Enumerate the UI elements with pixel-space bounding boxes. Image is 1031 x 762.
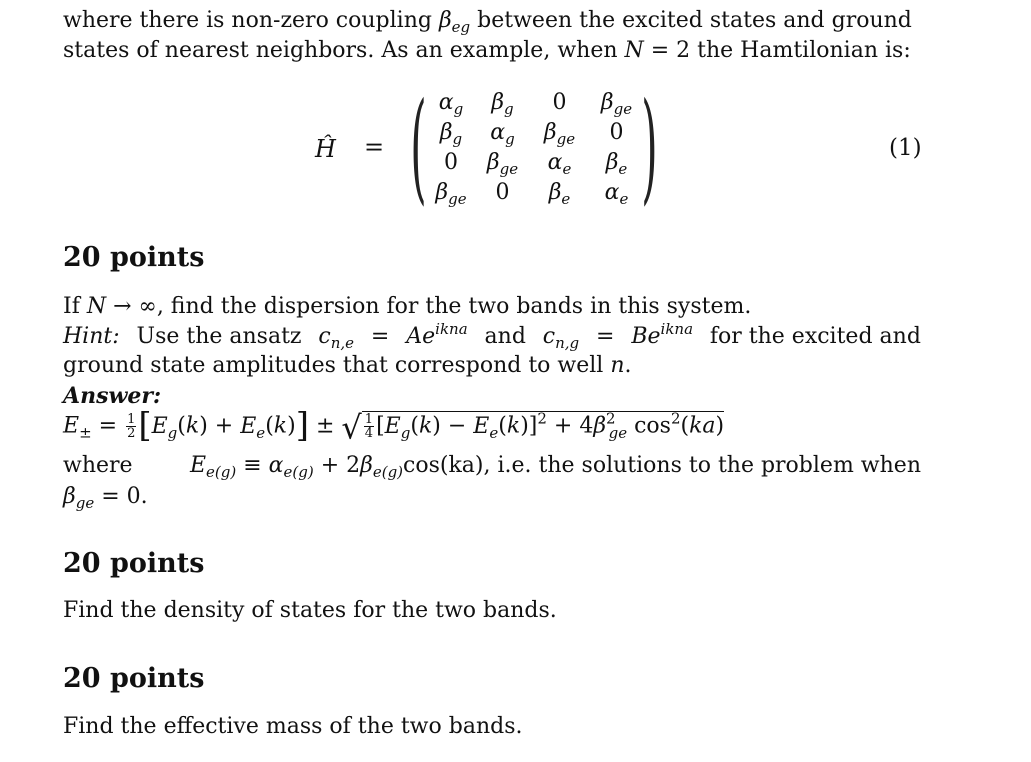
matrix-cell: $\alpha_e$ xyxy=(604,180,629,208)
answer-text: where xyxy=(63,453,133,478)
matrix-cell: $\beta_{ge}$ xyxy=(435,180,467,208)
answer-text: cos(ka), i.e. the solutions to the problem when xyxy=(403,453,921,478)
hamiltonian-equation xyxy=(0,78,1031,217)
matrix-cell: $\alpha_g$ xyxy=(490,120,515,148)
answer-text: = 0. xyxy=(101,484,148,509)
equation-number: (1) xyxy=(889,135,922,161)
answer-where-line-1: where $E_{e(g)} \equiv \alpha_{e(g)} + 2\beta_{e(g)}\cos(ka)$, i.e. the solutions to the problem when xyxy=(63,453,921,481)
matrix-cell: $\beta_{ge}$ xyxy=(486,150,519,178)
matrix-cell: $\alpha_g$ xyxy=(438,90,464,118)
matrix-cell: 0 xyxy=(444,150,458,175)
hint-label: Hint: xyxy=(63,324,120,349)
section-question: Find the effective mass of the two bands. xyxy=(63,714,523,739)
hint-text: and xyxy=(484,324,526,349)
matrix-cell: 0 xyxy=(552,90,567,115)
intro-line-2: states of nearest neighbors. As an example, when N = 2 the Hamtilonian is: xyxy=(63,38,911,63)
matrix-cell: 0 xyxy=(495,180,510,205)
section-heading: 20 points xyxy=(63,548,205,579)
hint-line-2: ground state amplitudes that correspond to well n. xyxy=(63,353,632,378)
answer-label: Answer: xyxy=(63,383,162,409)
answer-where-line-2: $\beta_{ge} = 0$. xyxy=(63,484,148,512)
matrix-cell: 0 xyxy=(609,120,624,145)
section-heading: 20 points xyxy=(63,242,205,273)
hint-text: Use the ansatz xyxy=(136,324,302,349)
answer-formula: $E_\pm$ = $\frac{1}{2}$ $[E_g(k) + E_e(k)]$ ± √ $\frac{1}{4}$ $[E_g(k) - E_e(k)]^2 + 4\beta^2_{ge}$ $\cos^2(ka)$ xyxy=(63,405,725,447)
matrix-cell: $\beta_g$ xyxy=(439,120,463,148)
hint-line-1: Hint: Use the ansatz $c_{n,e}$ = $Ae^{ikna}$ and $c_{n,g}$ = $Be^{ikna}$ for the excited and xyxy=(63,320,921,352)
intro-line-1: where there is non-zero coupling $\beta_{eg}$ between the excited states and ground xyxy=(63,8,912,36)
matrix-cell: $\alpha_e$ xyxy=(547,150,572,178)
matrix-cell: $\beta_e$ xyxy=(548,180,571,208)
matrix-cell: $\beta_g$ xyxy=(491,90,514,118)
hamiltonian-matrix xyxy=(428,90,645,210)
matrix-right-paren: ) xyxy=(641,78,658,217)
hint-text: for the excited and xyxy=(709,324,921,349)
matrix-cell: $\beta_{ge}$ xyxy=(600,90,633,118)
section-question: If N → ∞, find the dispersion for the two bands in this system. xyxy=(63,294,752,319)
section-question: Find the density of states for the two bands. xyxy=(63,598,557,623)
hamiltonian-symbol: Ĥ xyxy=(315,135,336,163)
matrix-left-paren: ( xyxy=(410,78,427,217)
answer-label-row xyxy=(63,381,921,412)
matrix-cell: $\beta_e$ xyxy=(605,150,628,178)
section-heading: 20 points xyxy=(63,663,205,694)
equals-sign: = xyxy=(364,133,385,161)
matrix-cell: $\beta_{ge}$ xyxy=(543,120,576,148)
